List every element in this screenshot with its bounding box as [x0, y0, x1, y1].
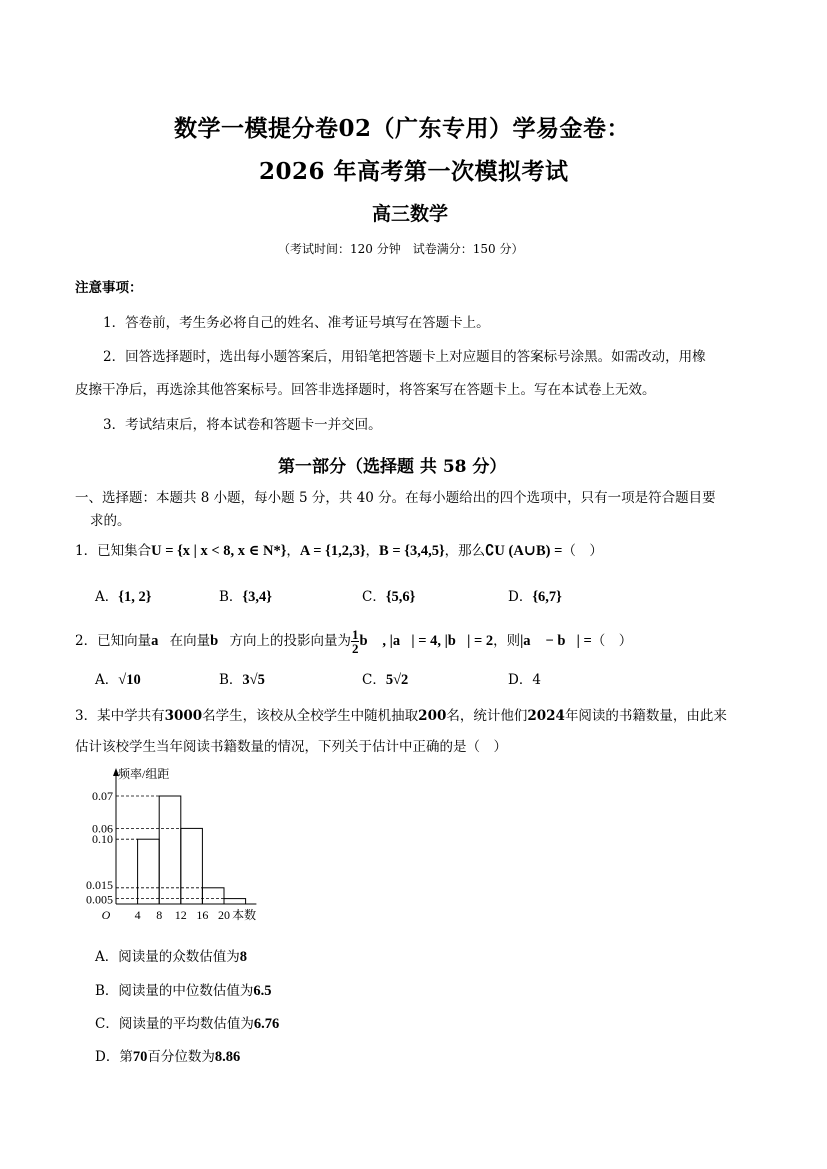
question-3-line2: 估计该校学生当年阅读书籍数量的情况，下列关于估计中正确的是（ ）	[75, 739, 507, 755]
notice-item-3: 3．考试结束后，将本试卷和答题卡一并交回。	[103, 417, 382, 433]
question-3-line1: 3．某中学共有3000名学生，该校从全校学生中随机抽取200名，统计他们2024年阅读的书籍数量，由此来	[75, 708, 727, 724]
y-tick-label-0: 0.10	[92, 832, 113, 847]
q3-option-a[interactable]: A．阅读量的众数估值为8	[95, 949, 247, 965]
q1-option-d[interactable]: D．{6,7}	[508, 589, 562, 605]
page-title-line1: 数学一模提分卷02（广东专用）学易金卷：	[174, 115, 631, 142]
q3-option-d[interactable]: D．第70百分位数为8.86	[95, 1049, 241, 1065]
q2-option-d[interactable]: D．4	[508, 672, 541, 688]
notice-item-1: 1．答卷前，考生务必将自己的姓名、准考证号填写在答题卡上。	[103, 315, 490, 331]
histogram-bar-2	[181, 828, 203, 904]
q2-option-c[interactable]: C．5√2	[362, 672, 409, 688]
question-2: 2．已知向量a⃗在向量b⃗方向上的投影向量为 $\frac{1}{2}$ b⃗ , |a⃗| = 4, |b⃗| = 2，则|a⃗ − b⃗| =（ ）	[75, 627, 633, 656]
subject-title: 高三数学	[372, 203, 449, 225]
histogram-bar-0	[138, 839, 160, 904]
x-axis-label: 本数	[232, 908, 257, 922]
origin-label: O	[101, 908, 111, 922]
q1-set-u: U = {x | x < 8, x ∈ N*}	[151, 543, 287, 559]
notice-heading: 注意事项：	[75, 280, 143, 296]
q2-expr: |a⃗ − b⃗| =	[520, 633, 592, 649]
x-tick-label-4: 20	[218, 908, 230, 922]
section-title: 第一部分（选择题 共 58 分）	[278, 457, 507, 477]
x-tick-label-2: 12	[174, 908, 187, 922]
q1-prefix: 1．已知集合	[75, 543, 152, 559]
y-tick-label-3: 0.015	[86, 877, 113, 892]
q1-option-b[interactable]: B．{3,4}	[219, 589, 272, 605]
q1-then: ，那么	[444, 543, 486, 559]
notice-item-2-line2: 皮擦干净后，再选涂其他答案标号。回答非选择题时，将答案写在答题卡上。写在本试卷上无效。	[75, 382, 656, 398]
notice-item-2-line1: 2．回答选择题时，选出每小题答案后，用铅笔把答题卡上对应题目的答案标号涂黑。如需改动，用橡	[103, 349, 706, 365]
q3-option-b[interactable]: B．阅读量的中位数估值为6.5	[95, 983, 272, 999]
section-instruction-line1: 一、选择题：本题共 8 小题，每小题 5 分，共 40 分。在每小题给出的四个选项中，只有一项是符合题目要	[75, 490, 716, 506]
q1-option-c[interactable]: C．{5,6}	[362, 589, 416, 605]
q3-option-c[interactable]: C．阅读量的平均数估值为6.76	[95, 1016, 280, 1032]
q2-fraction: $\frac{1}{2}$	[351, 627, 359, 656]
histogram-bar-3	[202, 888, 224, 904]
x-tick-label-1: 8	[156, 908, 163, 922]
question-1: 1．已知集合U = {x | x < 8, x ∈ N*}，A = {1,2,3}，B = {3,4,5}，那么∁U (A∪B) =（ ）	[75, 543, 603, 559]
q1-paren: （ ）	[562, 543, 603, 559]
q2-option-a[interactable]: A．√10	[95, 672, 141, 688]
q1-option-a[interactable]: A．{1, 2}	[95, 589, 152, 605]
section-instruction-line2: 求的。	[90, 513, 131, 529]
q2-option-b[interactable]: B．3√5	[219, 672, 265, 688]
histogram-chart	[80, 760, 280, 935]
q1-expr: ∁U (A∪B) =	[485, 543, 563, 559]
q2-proj: b⃗ , |a⃗| = 4, |b⃗| = 2	[359, 633, 494, 649]
q1-set-a: A = {1,2,3}	[299, 543, 366, 559]
histogram-bar-4	[224, 899, 246, 904]
x-tick-label-0: 4	[134, 908, 141, 922]
y-tick-label-4: 0.005	[86, 892, 113, 907]
q2-vec-b: b⃗	[210, 633, 230, 649]
y-tick-label-2: 0.06	[92, 821, 113, 836]
page-title-line2: 2026 年高考第一次模拟考试	[259, 158, 569, 185]
q2-vec-a: a⃗	[151, 633, 170, 649]
x-tick-label-3: 16	[196, 908, 209, 922]
y-axis-label: 频率/组距	[118, 767, 170, 781]
q1-set-b: B = {3,4,5}	[379, 543, 445, 559]
y-tick-label-1: 0.07	[92, 789, 113, 803]
exam-info: （考试时间：120 分钟 试卷满分：150 分）	[278, 242, 524, 256]
